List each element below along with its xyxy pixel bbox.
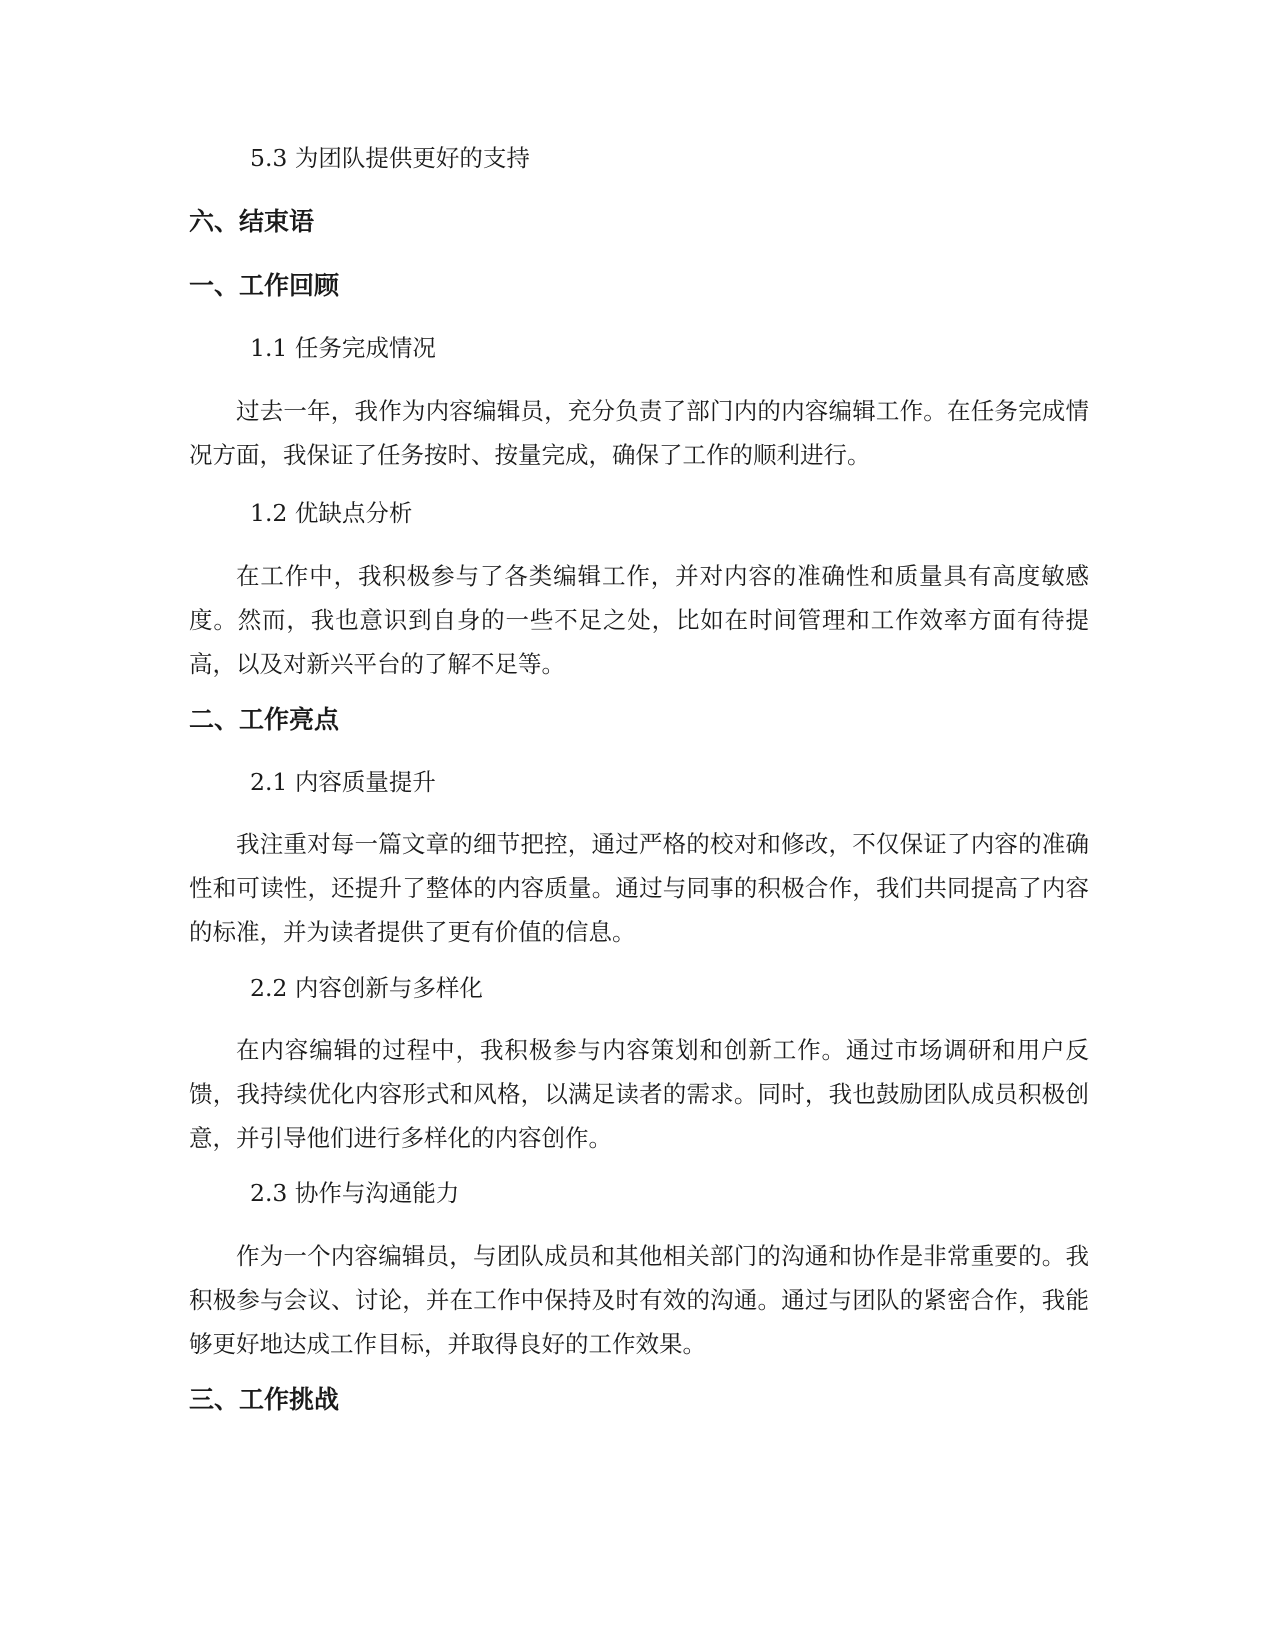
paragraph-1-2: 在工作中，我积极参与了各类编辑工作，并对内容的准确性和质量具有高度敏感度。然而，我也意识到自身的一些不足之处，比如在时间管理和工作效率方面有待提高，以及对新兴平台的了解不足等。	[189, 562, 1089, 678]
subsection-1-1: 1.1 任务完成情况	[250, 334, 436, 362]
paragraph-1-1: 过去一年，我作为内容编辑员，充分负责了部门内的内容编辑工作。在任务完成情况方面，我保证了任务按时、按量完成，确保了工作的顺利进行。	[189, 397, 1089, 469]
paragraph-2-2: 在内容编辑的过程中，我积极参与内容策划和创新工作。通过市场调研和用户反馈，我持续优化内容形式和风格，以满足读者的需求。同时，我也鼓励团队成员积极创意，并引导他们进行多样化的内容创作。	[189, 1036, 1089, 1152]
section-heading-3: 三、工作挑战	[189, 1385, 340, 1414]
subsection-2-3: 2.3 协作与沟通能力	[250, 1179, 460, 1207]
paragraph-2-1: 我注重对每一篇文章的细节把控，通过严格的校对和修改，不仅保证了内容的准确性和可读性，还提升了整体的内容质量。通过与同事的积极合作，我们共同提高了内容的标准，并为读者提供了更有价值的信息。	[189, 830, 1089, 946]
section-heading-2: 二、工作亮点	[189, 705, 340, 734]
section-heading-6: 六、结束语	[189, 207, 315, 236]
section-heading-1: 一、工作回顾	[189, 271, 340, 300]
subsection-2-1: 2.1 内容质量提升	[250, 768, 436, 796]
paragraph-2-3: 作为一个内容编辑员，与团队成员和其他相关部门的沟通和协作是非常重要的。我积极参与会议、讨论，并在工作中保持及时有效的沟通。通过与团队的紧密合作，我能够更好地达成工作目标，并取得良好的工作效果。	[189, 1242, 1089, 1358]
subsection-5-3: 5.3 为团队提供更好的支持	[250, 144, 530, 172]
subsection-2-2: 2.2 内容创新与多样化	[250, 974, 483, 1002]
subsection-1-2: 1.2 优缺点分析	[250, 499, 413, 527]
